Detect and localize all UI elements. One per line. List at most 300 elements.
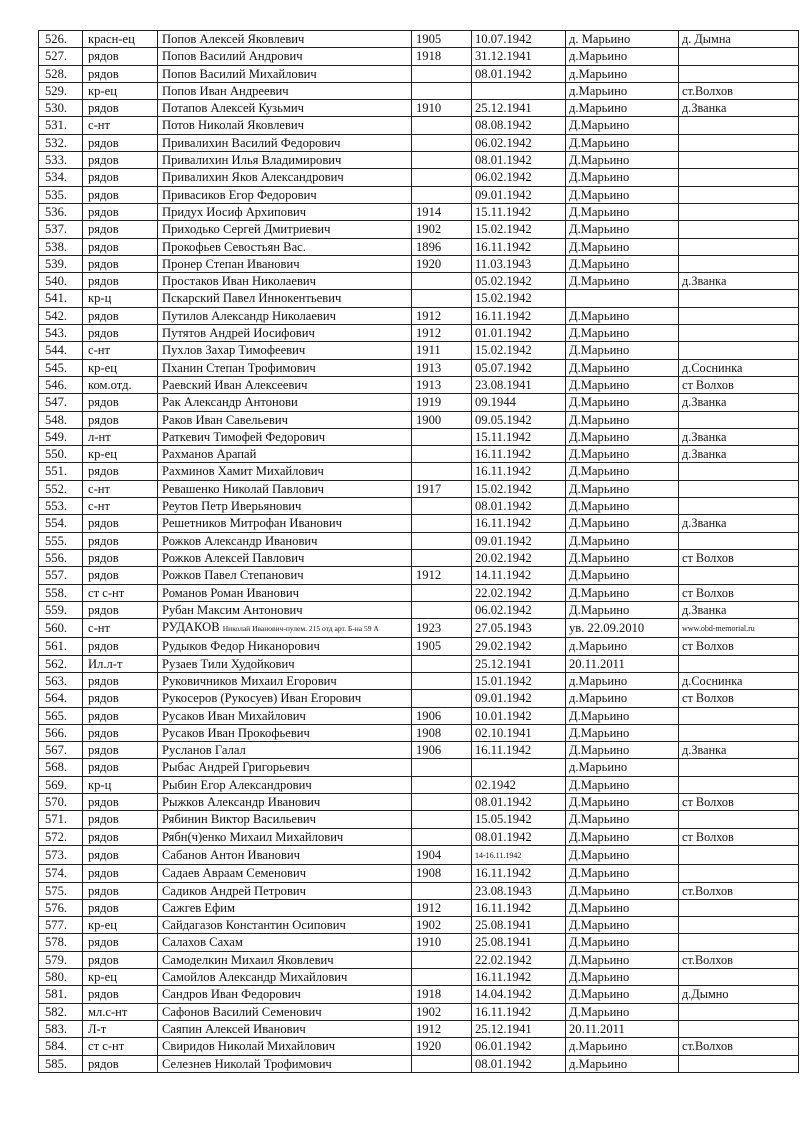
rank: рядов (88, 412, 119, 427)
burial-place-cell (566, 65, 679, 82)
burial-place: Д.Марьино (569, 170, 630, 185)
table-row (39, 1003, 799, 1020)
full-name-cell (158, 724, 412, 741)
row-number-cell (39, 463, 83, 480)
date-of-death-cell (472, 532, 566, 549)
row-number: 533. (45, 153, 68, 168)
date-of-death: 22.02.1942 (475, 952, 532, 967)
full-name-cell (158, 1038, 412, 1055)
full-name: Привасиков Егор Федорович (162, 187, 317, 202)
burial-place: Д.Марьино (569, 970, 630, 985)
row-number: 558. (45, 585, 68, 600)
birth-year-cell (412, 865, 472, 882)
burial-place-cell (566, 707, 679, 724)
row-number-cell (39, 567, 83, 584)
burial-place-cell (566, 376, 679, 393)
date-of-death: 31.12.1941 (475, 49, 532, 64)
note-cell (679, 31, 799, 48)
rank-cell (83, 31, 158, 48)
full-name-cell (158, 290, 412, 307)
full-name-cell (158, 934, 412, 951)
date-of-death: 16.11.1942 (475, 308, 532, 323)
rank-cell (83, 65, 158, 82)
date-of-death: 10.01.1942 (475, 708, 532, 723)
date-of-death: 15.05.1942 (475, 812, 532, 827)
note-cell (679, 394, 799, 411)
burial-place-cell (566, 899, 679, 916)
birth-year-cell (412, 480, 472, 497)
birth-year: 1917 (416, 481, 442, 496)
table-row (39, 394, 799, 411)
rank: рядов (88, 568, 119, 583)
birth-year-cell (412, 117, 472, 134)
note-cell (679, 724, 799, 741)
rank: рядов (88, 847, 119, 862)
rank-cell (83, 724, 158, 741)
date-of-death-cell (472, 463, 566, 480)
birth-year-cell (412, 498, 472, 515)
full-name: Прокофьев Севостьян Вас. (162, 239, 306, 254)
row-number: 560. (45, 621, 68, 636)
burial-place: Д.Марьино (569, 153, 630, 168)
burial-place-cell (566, 480, 679, 497)
burial-place: Д.Марьино (569, 602, 630, 617)
date-of-death-cell (472, 584, 566, 601)
rank: рядов (88, 1056, 119, 1071)
birth-year-cell (412, 169, 472, 186)
date-of-death: 15.11.1942 (475, 204, 532, 219)
row-number: 555. (45, 533, 68, 548)
rank-cell (83, 549, 158, 566)
burial-place: Д.Марьино (569, 550, 630, 565)
rank-cell (83, 776, 158, 793)
birth-year-cell (412, 619, 472, 638)
burial-place: д. Марьино (569, 32, 631, 46)
birth-year: 1912 (416, 1021, 442, 1036)
birth-year: 1908 (416, 725, 442, 740)
full-name-cell (158, 203, 412, 220)
table-row (39, 169, 799, 186)
date-of-death-cell (472, 1003, 566, 1020)
burial-place: Д.Марьино (569, 568, 630, 583)
burial-place: Д.Марьино (569, 412, 630, 427)
row-number: 549. (45, 429, 68, 444)
table-row (39, 446, 799, 463)
burial-place: 20.11.2011 (569, 656, 625, 671)
burial-place-cell (566, 1003, 679, 1020)
rank-cell (83, 811, 158, 828)
rank: рядов (88, 725, 119, 740)
date-of-death-cell (472, 290, 566, 307)
row-number-cell (39, 359, 83, 376)
birth-year: 1918 (416, 49, 442, 64)
table-row (39, 951, 799, 968)
burial-place: Д.Марьино (569, 118, 630, 133)
note-cell (679, 882, 799, 899)
row-number-cell (39, 65, 83, 82)
rank: рядов (88, 533, 119, 548)
rank-cell (83, 828, 158, 845)
full-name: Пскарский Павел Иннокентьевич (162, 291, 342, 306)
date-of-death-cell (472, 186, 566, 203)
rank: рядов (88, 516, 119, 531)
note-cell (679, 672, 799, 689)
rank: рядов (88, 691, 119, 706)
burial-place-cell (566, 759, 679, 776)
date-of-death: 06.02.1942 (475, 135, 532, 150)
birth-year-cell (412, 951, 472, 968)
rank: кр-ец (88, 970, 117, 985)
burial-place: Д.Марьино (569, 935, 630, 950)
rank-cell (83, 428, 158, 445)
note: ст Волхов (682, 550, 734, 565)
burial-place: Д.Марьино (569, 777, 630, 792)
date-of-death-cell (472, 152, 566, 169)
birth-year: 1918 (416, 987, 442, 1002)
note-cell (679, 100, 799, 117)
row-number: 561. (45, 639, 68, 654)
note-cell (679, 238, 799, 255)
row-number-cell (39, 117, 83, 134)
rank-cell (83, 394, 158, 411)
row-number: 539. (45, 256, 68, 271)
rank-cell (83, 515, 158, 532)
burial-place: Д.Марьино (569, 481, 630, 496)
birth-year-cell (412, 134, 472, 151)
row-number-cell (39, 238, 83, 255)
burial-place-cell (566, 238, 679, 255)
full-name-cell (158, 255, 412, 272)
note-cell (679, 1003, 799, 1020)
row-number: 579. (45, 952, 68, 967)
date-of-death-cell (472, 117, 566, 134)
table-row (39, 934, 799, 951)
rank: кр-ец (88, 83, 117, 98)
birth-year-cell (412, 707, 472, 724)
birth-year-cell (412, 532, 472, 549)
row-number-cell (39, 221, 83, 238)
table-row (39, 584, 799, 601)
table-row (39, 724, 799, 741)
date-of-death: 16.11.1942 (475, 516, 532, 531)
table-row (39, 238, 799, 255)
table-row (39, 882, 799, 899)
birth-year: 1913 (416, 360, 442, 375)
burial-place: д.Марьино (569, 691, 628, 706)
full-name: Садиков Андрей Петрович (162, 883, 306, 898)
date-of-death-cell (472, 638, 566, 655)
rank-cell (83, 619, 158, 638)
date-of-death: 08.01.1942 (475, 499, 532, 514)
full-name: Сайдагазов Константин Осипович (162, 918, 346, 933)
burial-place: Д.Марьино (569, 256, 630, 271)
rank: рядов (88, 639, 119, 654)
birth-year: 1902 (416, 1004, 442, 1019)
rank-cell (83, 82, 158, 99)
rank: мл.с-нт (88, 1004, 128, 1019)
row-number-cell (39, 532, 83, 549)
burial-place-cell (566, 100, 679, 117)
row-number-cell (39, 690, 83, 707)
note-cell (679, 917, 799, 934)
note: д. Дымна (682, 32, 731, 46)
birth-year-cell (412, 690, 472, 707)
burial-place-cell (566, 446, 679, 463)
full-name: Сажгев Ефим (162, 900, 235, 915)
row-number-cell (39, 411, 83, 428)
full-name-cell (158, 899, 412, 916)
burial-place: Д.Марьино (569, 429, 630, 444)
rank: рядов (88, 952, 119, 967)
table-row (39, 655, 799, 672)
birth-year-cell (412, 290, 472, 307)
birth-year: 1912 (416, 308, 442, 323)
row-number: 537. (45, 222, 68, 237)
row-number: 573. (45, 847, 68, 862)
row-number: 578. (45, 935, 68, 950)
birth-year: 1912 (416, 568, 442, 583)
date-of-death-cell (472, 601, 566, 618)
birth-year: 1902 (416, 222, 442, 237)
full-name-cell (158, 515, 412, 532)
date-of-death-cell (472, 969, 566, 986)
rank: рядов (88, 239, 119, 254)
date-of-death-cell (472, 567, 566, 584)
date-of-death-cell (472, 428, 566, 445)
burial-place-cell (566, 828, 679, 845)
note: ст.Волхов (682, 952, 733, 967)
date-of-death-cell (472, 828, 566, 845)
full-name-cell (158, 82, 412, 99)
table-row (39, 290, 799, 307)
rank-cell (83, 134, 158, 151)
full-name-cell (158, 48, 412, 65)
row-number-cell (39, 742, 83, 759)
rank-cell (83, 238, 158, 255)
rank: рядов (88, 829, 119, 844)
table-row (39, 48, 799, 65)
table-row (39, 186, 799, 203)
rank-cell (83, 601, 158, 618)
birth-year-cell (412, 394, 472, 411)
full-name-cell (158, 186, 412, 203)
row-number-cell (39, 290, 83, 307)
burial-place: Д.Марьино (569, 447, 630, 462)
rank-cell (83, 376, 158, 393)
row-number: 565. (45, 708, 68, 723)
rank: Ил.л-т (88, 656, 123, 671)
table-row (39, 152, 799, 169)
note: д.Званка (682, 274, 727, 289)
birth-year: 1920 (416, 1039, 442, 1054)
row-number: 542. (45, 308, 68, 323)
full-name: Рыбас Андрей Григорьевич (162, 760, 310, 775)
full-name: Пханин Степан Трофимович (162, 360, 316, 375)
burial-place: Д.Марьино (569, 222, 630, 237)
table-row (39, 986, 799, 1003)
burial-place-cell (566, 428, 679, 445)
rank-cell (83, 845, 158, 864)
date-of-death: 11.03.1943 (475, 256, 532, 271)
full-name: Попов Василий Андрович (162, 49, 303, 64)
full-name-cell (158, 273, 412, 290)
burial-place: Д.Марьино (569, 464, 630, 479)
row-number-cell (39, 865, 83, 882)
note-cell (679, 134, 799, 151)
table-row (39, 601, 799, 618)
row-number-cell (39, 584, 83, 601)
full-name-cell (158, 845, 412, 864)
rank-cell (83, 969, 158, 986)
birth-year-cell (412, 567, 472, 584)
burial-place-cell (566, 845, 679, 864)
burial-place-cell (566, 515, 679, 532)
burial-place: ув. 22.09.2010 (569, 621, 645, 636)
rank: ком.отд. (88, 377, 132, 392)
date-of-death-cell (472, 238, 566, 255)
rank: рядов (88, 256, 119, 271)
rank: рядов (88, 708, 119, 723)
burial-place-cell (566, 203, 679, 220)
date-of-death: 09.01.1942 (475, 533, 532, 548)
birth-year-cell (412, 1003, 472, 1020)
birth-year-cell (412, 100, 472, 117)
date-of-death-cell (472, 446, 566, 463)
note-cell (679, 776, 799, 793)
date-of-death-cell (472, 776, 566, 793)
rank: рядов (88, 900, 119, 915)
birth-year: 1906 (416, 708, 442, 723)
full-name: Привалихин Яков Александрович (162, 170, 344, 185)
rank-cell (83, 446, 158, 463)
row-number-cell (39, 672, 83, 689)
rank: рядов (88, 760, 119, 775)
row-number: 554. (45, 516, 68, 531)
rank: рядов (88, 187, 119, 202)
birth-year-cell (412, 672, 472, 689)
full-name: Рахманов Арапай (162, 447, 257, 462)
table-row (39, 342, 799, 359)
burial-place: Д.Марьино (569, 499, 630, 514)
date-of-death: 09.1944 (475, 395, 516, 410)
date-of-death: 25.12.1941 (475, 656, 532, 671)
birth-year-cell (412, 917, 472, 934)
rank-cell (83, 934, 158, 951)
date-of-death: 16.11.1942 (475, 447, 532, 462)
rank-cell (83, 100, 158, 117)
date-of-death-cell (472, 498, 566, 515)
rank: с-нт (88, 621, 111, 636)
burial-place-cell (566, 584, 679, 601)
full-name-cell (158, 307, 412, 324)
row-number-cell (39, 100, 83, 117)
birth-year-cell (412, 742, 472, 759)
table-row (39, 325, 799, 342)
burial-place-cell (566, 498, 679, 515)
full-name-cell (158, 707, 412, 724)
birth-year-cell (412, 82, 472, 99)
full-name: Саяпин Алексей Иванович (162, 1021, 306, 1036)
burial-place-cell (566, 655, 679, 672)
note: ст Волхов (682, 691, 734, 706)
row-number: 569. (45, 777, 68, 792)
row-number: 553. (45, 499, 68, 514)
date-of-death: 16.11.1942 (475, 900, 532, 915)
burial-place-cell (566, 117, 679, 134)
row-number: 562. (45, 656, 68, 671)
full-name: Рыжков Александр Иванович (162, 795, 321, 810)
row-number: 585. (45, 1056, 68, 1071)
rank: рядов (88, 673, 119, 688)
row-number-cell (39, 724, 83, 741)
birth-year: 1904 (416, 847, 442, 862)
burial-place: д.Марьино (569, 101, 628, 116)
full-name: Привалихин Василий Федорович (162, 135, 341, 150)
rank: рядов (88, 274, 119, 289)
rank: рядов (88, 550, 119, 565)
note: ст.Волхов (682, 1039, 733, 1054)
rank-cell (83, 255, 158, 272)
rank-cell (83, 1038, 158, 1055)
row-number-cell (39, 619, 83, 638)
note: д.Соснинка (682, 360, 743, 375)
row-number: 568. (45, 760, 68, 775)
rank-cell (83, 865, 158, 882)
row-number: 531. (45, 118, 68, 133)
date-of-death-cell (472, 325, 566, 342)
burial-place-cell (566, 307, 679, 324)
table-row (39, 134, 799, 151)
row-number-cell (39, 186, 83, 203)
table-row (39, 845, 799, 864)
rank: рядов (88, 883, 119, 898)
row-number: 548. (45, 412, 68, 427)
full-name: Рыбин Егор Александрович (162, 777, 312, 792)
row-number-cell (39, 1020, 83, 1037)
rank: рядов (88, 812, 119, 827)
row-number-cell (39, 759, 83, 776)
burial-place: д.Марьино (569, 1039, 628, 1054)
table-row (39, 463, 799, 480)
rank-cell (83, 638, 158, 655)
date-of-death-cell (472, 273, 566, 290)
full-name-cell (158, 31, 412, 48)
row-number: 551. (45, 464, 68, 479)
full-name: Реутов Петр Иверьянович (162, 499, 302, 514)
note-cell (679, 480, 799, 497)
birth-year: 1912 (416, 900, 442, 915)
note-cell (679, 273, 799, 290)
burial-place: Д.Марьино (569, 360, 630, 375)
birth-year-cell (412, 359, 472, 376)
rank-cell (83, 532, 158, 549)
table-row (39, 690, 799, 707)
note-cell (679, 359, 799, 376)
rank-cell (83, 48, 158, 65)
note-cell (679, 865, 799, 882)
full-name: Рябинин Виктор Васильевич (162, 812, 316, 827)
row-number-cell (39, 48, 83, 65)
burial-place: Д.Марьино (569, 847, 630, 862)
birth-year-cell (412, 776, 472, 793)
full-name: Русаков Иван Прокофьевич (162, 725, 310, 740)
date-of-death: 23.08.1941 (475, 377, 532, 392)
date-of-death: 22.02.1942 (475, 585, 532, 600)
burial-place: Д.Марьино (569, 918, 630, 933)
birth-year: 1905 (416, 32, 442, 46)
burial-place-cell (566, 532, 679, 549)
burial-place: Д.Марьино (569, 308, 630, 323)
